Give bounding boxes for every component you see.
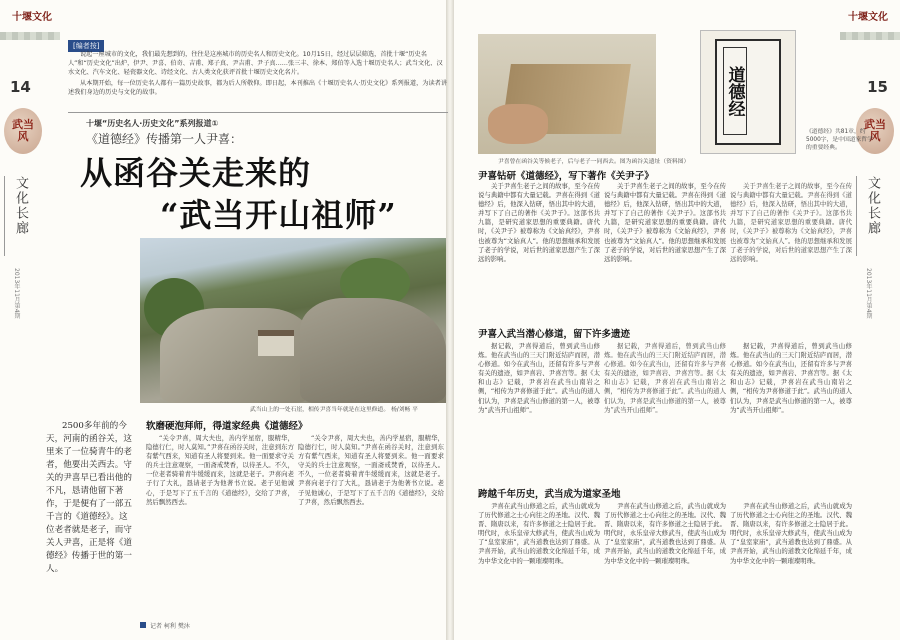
editor-note-tag: [编者按] (68, 40, 104, 52)
section-heading-1: 软磨硬泡拜师，得道家经典《道德经》 (146, 421, 308, 432)
series-label: 十堰“历史名人·历史文化”系列报道① (86, 119, 219, 128)
headline-line-2: “武当开山祖师” (160, 196, 397, 234)
photo-caption-right-1: 尹喜曾在函谷关等候老子，后与老子一同西去。图为函谷关遗址（资料图） (498, 159, 690, 165)
article-subtitle: 《道德经》传播第一人尹喜： (86, 132, 243, 146)
cliff-temple-photo (140, 238, 446, 403)
section-body-4a: 尹喜在武当山修道之后，武当山就成为了历代修道之士心向往之的圣地。汉代、魏晋、隋唐以来，有许多修道之士隐居于此。明代时，永乐皇帝大修武当，使武当山成为了“皇室家庙”，武当道教也达到了鼎盛。从尹喜开始，武当山的道教文化绵延千年，成为中华文化中的一颗璀璨明珠。 (478, 502, 600, 565)
book-title: 道德经 (723, 47, 747, 135)
section-heading-3: 尹喜入武当潜心修道，留下许多遗迹 (478, 329, 631, 340)
seal-text-1: 武当 (864, 118, 886, 131)
footer-marker (140, 622, 146, 628)
photo-caption-right-2: 《道德经》共81章，约5000字，是中国道家哲学的重要经典。 (806, 129, 873, 151)
photo-caption: 武当山上的一处石崖，相传尹喜当年就是在这里修道。 杨/刘畅 平 (250, 407, 418, 413)
section-body-2b: 关于尹喜生老子之间的故事，至今在传说与典籍中都有大量记载。尹喜在得到《道德经》后，他深入钻研，悟出其中的大道，并写下了自己的著作《关尹子》。这部书共九篇，是研究道家思想的重要典籍。唐代时，《关尹子》被尊称为《文始真经》，尹喜也被尊为“文始真人”。他的思想继承和发展了老子的学说，对后世的道家思想产生了深远的影响。 (604, 182, 726, 263)
left-rail (4, 108, 44, 378)
masthead-left: 十堰文化 (12, 12, 52, 23)
editor-note-paragraph: 从本期开始，每一位历史名人都有一篇历史故事，都为后人所敬仰。即日起，本刊推出《十堰历史名人·历史文化》系列报道，为读者讲述我们身边的历史与文化的故事。 (68, 79, 448, 96)
section-heading-2: 尹喜钻研《道德经》，写下著作《关尹子》 (478, 171, 654, 182)
seal-text-1: 武当 (12, 118, 34, 131)
intro-column: 2500多年前的今天，河南的函谷关，这里来了一位骑青牛的老者，他要出关西去。守关的尹喜早已看出他的不凡，恳请他留下著作，于是便有了一部五千言的《道德经》。这位老者就是老子，而守关人尹喜，正是将《道德经》传播于世的第一人。 (46, 421, 132, 574)
section-body-3b: 据记载，尹喜得道后，曾到武当山修炼。他在武当山的三天门附近结庐而居，潜心修道。如今在武当山，还留有许多与尹喜有关的遗迹，如尹喜岩、尹喜宫等。据《太和山志》记载，尹喜岩在武当山南岩之侧，“相传为尹喜修道于此”。武当山的道人们认为，尹喜是武当山修道的第一人，被尊为“武当开山祖师”。 (604, 342, 726, 414)
editor-note (68, 50, 448, 98)
byline: 记者 柯利 樊沐 (150, 623, 190, 630)
section-heading-4: 跨越千年历史，武当成为道家圣地 (478, 489, 621, 500)
section-body-4b: 尹喜在武当山修道之后，武当山就成为了历代修道之士心向往之的圣地。汉代、魏晋、隋唐以来，有许多修道之士隐居于此。明代时，永乐皇帝大修武当，使武当山成为了“皇室家庙”，武当道教也达到了鼎盛。从尹喜开始，武当山的道教文化绵延千年，成为中华文化中的一颗璀璨明珠。 (604, 502, 726, 565)
seal-icon (4, 108, 42, 154)
section-body-3a: 据记载，尹喜得道后，曾到武当山修炼。他在武当山的三天门附近结庐而居，潜心修道。如今在武当山，还留有许多与尹喜有关的遗迹，如尹喜岩、尹喜宫等。据《太和山志》记载，尹喜岩在武当山南岩之侧，“相传为尹喜修道于此”。武当山的道人们认为，尹喜是武当山修道的第一人，被尊为“武当开山祖师”。 (478, 342, 600, 414)
issue-meta-right: 2013年11月第4期 (865, 268, 872, 319)
section-body-2c: 关于尹喜生老子之间的故事，至今在传说与典籍中都有大量记载。尹喜在得到《道德经》后，他深入钻研，悟出其中的大道，并写下了自己的著作《关尹子》。这部书共九篇，是研究道家思想的重要典籍。唐代时，《关尹子》被尊称为《文始真经》，尹喜也被尊为“文始真人”。他的思想继承和发展了老子的学说，对后世的道家思想产生了深远的影响。 (730, 182, 852, 263)
decorative-band-left (0, 32, 60, 40)
headline-line-1: 从函谷关走来的 (80, 154, 312, 192)
seal-text-2: 风 (17, 130, 29, 143)
editor-note-paragraph: 说起一座城市的文化，我们最先想到的，往往是这座城市的历史名人和历史文化。10月15日，经过层层筛选，首批十堰“历史名人”和“历史文化”出炉，伊尹、尹喜、伯奇、吉甫、郑子真、尹吉甫、尹子真……张三丰、徐本、郑伯等入选十堰历史名人；武当文化、汉水文化、汽车文化、轻瓷器文化、诗经文化、古人类文化获评首批十堰历史文化名片。 (68, 51, 443, 77)
decorative-band-right (840, 32, 900, 40)
section-label-right: 文化长廊 (856, 176, 882, 256)
seal-text-2: 风 (869, 130, 881, 143)
section-body-2a: 关于尹喜生老子之间的故事，至今在传说与典籍中都有大量记载。尹喜在得到《道德经》后，他深入钻研，悟出其中的大道，并写下了自己的著作《关尹子》。这部书共九篇，是研究道家思想的重要典籍。唐代时，《关尹子》被尊称为《文始真经》，尹喜也被尊为“文始真人”。他的思想继承和发展了老子的学说，对后世的道家思想产生了深远的影响。 (478, 182, 600, 263)
issue-meta-left: 2013年11月第4期 (13, 268, 20, 319)
section-label-left: 文化长廊 (4, 176, 30, 256)
daodejing-book-photo (700, 30, 796, 154)
photo-hand (488, 104, 548, 144)
section-body-1b: “关令尹喜，周大夫也，善内学星宿，服精华，隐德行仁，时人莫知。”尹喜在函谷关时，注意到东方有紫气西来，知道有圣人将要到来。他一面要求守关的兵士注意观察，一面斋戒焚香，以待圣人。不久，一位老者骑着青牛缓缓而来，这就是老子。尹喜向老子行了大礼，恳请老子为他著书立说。老子见他诚心，于是写下了五千言的《道德经》，交给了尹喜，然后飘然西去。 (298, 434, 444, 506)
photo-temple (258, 330, 294, 356)
page-number-right: 15 (867, 78, 888, 96)
divider (68, 112, 448, 113)
page-number-left: 14 (10, 78, 31, 96)
section-body-1a: “关令尹喜，周大夫也，善内学星宿，服精华，隐德行仁，时人莫知。”尹喜在函谷关时，注意到东方有紫气西来，知道有圣人将要到来。他一面要求守关的兵士注意观察，一面斋戒焚香，以待圣人。不久，一位老者骑着青牛缓缓而来，这就是老子。尹喜向老子行了大礼，恳请老子为他著书立说。老子见他诚心，于是写下了五千言的《道德经》，交给了尹喜，然后飘然西去。 (146, 434, 294, 506)
masthead-right: 十堰文化 (848, 12, 888, 23)
hanguguan-photo (478, 34, 656, 154)
section-body-3c: 据记载，尹喜得道后，曾到武当山修炼。他在武当山的三天门附近结庐而居，潜心修道。如今在武当山，还留有许多与尹喜有关的遗迹，如尹喜岩、尹喜宫等。据《太和山志》记载，尹喜岩在武当山南岩之侧，“相传为尹喜修道于此”。武当山的道人们认为，尹喜是武当山修道的第一人，被尊为“武当开山祖师”。 (730, 342, 852, 414)
section-body-4c: 尹喜在武当山修道之后，武当山就成为了历代修道之士心向往之的圣地。汉代、魏晋、隋唐以来，有许多修道之士隐居于此。明代时，永乐皇帝大修武当，使武当山成为了“皇室家庙”，武当道教也达到了鼎盛。从尹喜开始，武当山的道教文化绵延千年，成为中华文化中的一颗璀璨明珠。 (730, 502, 852, 565)
photo-rock (300, 298, 446, 403)
